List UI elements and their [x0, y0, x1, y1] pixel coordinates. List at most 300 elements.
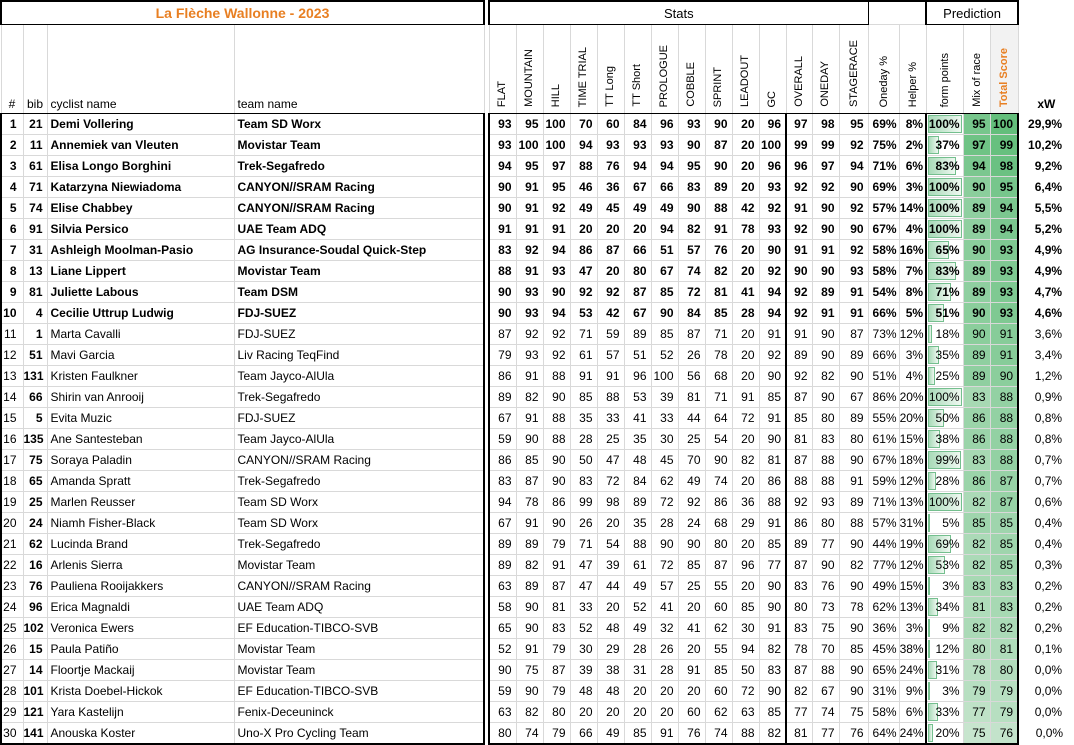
- cell-bib[interactable]: 5: [23, 408, 47, 429]
- cell-tt-long[interactable]: 87: [597, 240, 624, 261]
- cell-mountain[interactable]: 95: [516, 156, 543, 177]
- cell-helper-pct[interactable]: 12%: [899, 324, 926, 345]
- cell-flat[interactable]: 67: [489, 513, 516, 534]
- cell-team-name[interactable]: FDJ-SUEZ: [234, 303, 484, 324]
- cell-bib[interactable]: 131: [23, 366, 47, 387]
- cell-oneday[interactable]: 88: [812, 450, 839, 471]
- cell-rank[interactable]: 4: [1, 177, 23, 198]
- cell-xw[interactable]: 1,2%: [1034, 369, 1063, 383]
- cell-stagerace[interactable]: 90: [839, 534, 868, 555]
- cell-bib[interactable]: 14: [23, 660, 47, 681]
- cell-tt-long[interactable]: 25: [597, 429, 624, 450]
- col-header-tt-long[interactable]: [597, 25, 624, 114]
- cell-helper-pct[interactable]: 31%: [899, 513, 926, 534]
- cell-xw[interactable]: 0,8%: [1034, 411, 1063, 425]
- cell-time-trial[interactable]: 46: [570, 177, 597, 198]
- cell-rank[interactable]: 8: [1, 261, 23, 282]
- cell-rank[interactable]: 26: [1, 639, 23, 660]
- cell-prologue[interactable]: 100: [651, 366, 678, 387]
- cell-xw[interactable]: 4,7%: [1034, 285, 1063, 299]
- cell-team-name[interactable]: EF Education-TIBCO-SVB: [234, 618, 484, 639]
- cell-oneday-pct[interactable]: 45%: [868, 639, 899, 660]
- cell-xw[interactable]: 0,0%: [1034, 684, 1063, 698]
- cell-total-score[interactable]: 93: [990, 240, 1018, 261]
- cell-mountain[interactable]: 91: [516, 261, 543, 282]
- cell-team-name[interactable]: Trek-Segafredo: [234, 471, 484, 492]
- cell-gc[interactable]: 92: [759, 198, 786, 219]
- cell-leadout[interactable]: 30: [732, 618, 759, 639]
- cell-stagerace[interactable]: 67: [839, 387, 868, 408]
- cell-rank[interactable]: 18: [1, 471, 23, 492]
- cell-form-points[interactable]: [926, 534, 963, 555]
- cell-mountain[interactable]: 89: [516, 534, 543, 555]
- cell-team-name[interactable]: Trek-Segafredo: [234, 387, 484, 408]
- cell-oneday[interactable]: 90: [812, 261, 839, 282]
- cell-mix-of-race[interactable]: 82: [963, 618, 990, 639]
- cell-cyclist-name[interactable]: Shirin van Anrooij: [47, 387, 234, 408]
- cell-sprint[interactable]: 80: [705, 534, 732, 555]
- cell-stagerace[interactable]: 89: [839, 492, 868, 513]
- cell-oneday-pct[interactable]: 49%: [868, 576, 899, 597]
- cell-stagerace[interactable]: 94: [839, 156, 868, 177]
- cell-tt-long[interactable]: 60: [597, 114, 624, 135]
- cell-tt-long[interactable]: 44: [597, 576, 624, 597]
- cell-prologue[interactable]: 85: [651, 282, 678, 303]
- cell-leadout[interactable]: 94: [732, 639, 759, 660]
- cell-tt-short[interactable]: 49: [624, 198, 651, 219]
- cell-hill[interactable]: 80: [543, 702, 570, 723]
- cell-bib[interactable]: 96: [23, 597, 47, 618]
- cell-xw[interactable]: 5,5%: [1034, 201, 1063, 215]
- cell-mix-of-race[interactable]: 90: [963, 177, 990, 198]
- col-header-team-name[interactable]: team name: [234, 25, 484, 114]
- cell-rank[interactable]: 7: [1, 240, 23, 261]
- cell-stagerace[interactable]: 90: [839, 177, 868, 198]
- cell-tt-short[interactable]: 41: [624, 408, 651, 429]
- cell-flat[interactable]: 93: [489, 114, 516, 135]
- cell-team-name[interactable]: CANYON//SRAM Racing: [234, 576, 484, 597]
- cell-total-score[interactable]: 88: [990, 387, 1018, 408]
- cell-oneday-pct[interactable]: 58%: [868, 261, 899, 282]
- cell-time-trial[interactable]: 39: [570, 660, 597, 681]
- cell-stagerace[interactable]: 90: [839, 618, 868, 639]
- cell-xw[interactable]: 0,9%: [1034, 390, 1063, 404]
- cell-mix-of-race[interactable]: 90: [963, 303, 990, 324]
- cell-oneday-pct[interactable]: 57%: [868, 513, 899, 534]
- cell-overall[interactable]: 83: [786, 618, 812, 639]
- cell-stagerace[interactable]: 90: [839, 366, 868, 387]
- cell-flat[interactable]: 90: [489, 660, 516, 681]
- cell-oneday-pct[interactable]: 86%: [868, 387, 899, 408]
- cell-total-score[interactable]: 99: [990, 135, 1018, 156]
- cell-helper-pct[interactable]: 24%: [899, 723, 926, 745]
- cell-cyclist-name[interactable]: Ashleigh Moolman-Pasio: [47, 240, 234, 261]
- cell-mix-of-race[interactable]: 90: [963, 324, 990, 345]
- cell-mix-of-race[interactable]: 78: [963, 660, 990, 681]
- cell-team-name[interactable]: UAE Team ADQ: [234, 219, 484, 240]
- cell-helper-pct[interactable]: 8%: [899, 282, 926, 303]
- cell-leadout[interactable]: 28: [732, 303, 759, 324]
- race-title[interactable]: La Flèche Wallonne - 2023: [1, 1, 484, 25]
- cell-helper-pct[interactable]: 15%: [899, 429, 926, 450]
- cell-helper-pct[interactable]: 5%: [899, 303, 926, 324]
- cell-cyclist-name[interactable]: Paula Patiño: [47, 639, 234, 660]
- cell-leadout[interactable]: 29: [732, 513, 759, 534]
- cell-rank[interactable]: 23: [1, 576, 23, 597]
- cell-xw[interactable]: 0,2%: [1034, 621, 1063, 635]
- cell-mix-of-race[interactable]: 80: [963, 639, 990, 660]
- cell-flat[interactable]: 83: [489, 471, 516, 492]
- cell-mountain[interactable]: 91: [516, 408, 543, 429]
- cell-gc[interactable]: 90: [759, 366, 786, 387]
- cell-team-name[interactable]: Trek-Segafredo: [234, 156, 484, 177]
- cell-helper-pct[interactable]: 7%: [899, 261, 926, 282]
- cell-oneday-pct[interactable]: 75%: [868, 135, 899, 156]
- cell-hill[interactable]: 88: [543, 429, 570, 450]
- cell-tt-short[interactable]: 52: [624, 597, 651, 618]
- cell-oneday[interactable]: 90: [812, 555, 839, 576]
- cell-oneday-pct[interactable]: 69%: [868, 177, 899, 198]
- cell-oneday[interactable]: 91: [812, 240, 839, 261]
- cell-team-name[interactable]: CANYON//SRAM Racing: [234, 177, 484, 198]
- cell-oneday[interactable]: 80: [812, 513, 839, 534]
- cell-prologue[interactable]: 28: [651, 513, 678, 534]
- cell-rank[interactable]: 17: [1, 450, 23, 471]
- cell-tt-short[interactable]: 66: [624, 240, 651, 261]
- cell-tt-long[interactable]: 33: [597, 408, 624, 429]
- cell-rank[interactable]: 10: [1, 303, 23, 324]
- cell-flat[interactable]: 88: [489, 261, 516, 282]
- cell-time-trial[interactable]: 85: [570, 387, 597, 408]
- cell-tt-short[interactable]: 67: [624, 303, 651, 324]
- cell-form-points[interactable]: [926, 723, 963, 745]
- cell-team-name[interactable]: Team SD Worx: [234, 492, 484, 513]
- col-header-bib[interactable]: bib: [23, 25, 47, 114]
- col-header-mountain[interactable]: [516, 25, 543, 114]
- cell-oneday[interactable]: 99: [812, 135, 839, 156]
- cell-flat[interactable]: 80: [489, 723, 516, 745]
- cell-cobble[interactable]: 83: [678, 177, 705, 198]
- cell-team-name[interactable]: FDJ-SUEZ: [234, 324, 484, 345]
- cell-team-name[interactable]: Liv Racing TeqFind: [234, 345, 484, 366]
- cell-tt-long[interactable]: 20: [597, 513, 624, 534]
- cell-time-trial[interactable]: 88: [570, 156, 597, 177]
- cell-prologue[interactable]: 39: [651, 387, 678, 408]
- cell-total-score[interactable]: 91: [990, 345, 1018, 366]
- col-header-sprint[interactable]: [705, 25, 732, 114]
- col-header-xw[interactable]: xW: [1037, 96, 1056, 111]
- cell-gc[interactable]: 90: [759, 240, 786, 261]
- cell-flat[interactable]: 63: [489, 576, 516, 597]
- cell-gc[interactable]: 91: [759, 618, 786, 639]
- cell-hill[interactable]: 100: [543, 135, 570, 156]
- cell-team-name[interactable]: FDJ-SUEZ: [234, 408, 484, 429]
- cell-rank[interactable]: 1: [1, 114, 23, 135]
- cell-overall[interactable]: 81: [786, 723, 812, 745]
- cell-tt-long[interactable]: 49: [597, 723, 624, 745]
- cell-bib[interactable]: 15: [23, 639, 47, 660]
- cell-total-score[interactable]: 100: [990, 114, 1018, 135]
- cell-prologue[interactable]: 57: [651, 576, 678, 597]
- cell-bib[interactable]: 75: [23, 450, 47, 471]
- cell-hill[interactable]: 90: [543, 387, 570, 408]
- cell-oneday-pct[interactable]: 61%: [868, 429, 899, 450]
- cell-prologue[interactable]: 96: [651, 114, 678, 135]
- cell-time-trial[interactable]: 47: [570, 555, 597, 576]
- cell-tt-short[interactable]: 96: [624, 366, 651, 387]
- cell-prologue[interactable]: 28: [651, 660, 678, 681]
- cell-cobble[interactable]: 20: [678, 681, 705, 702]
- cell-hill[interactable]: 91: [543, 555, 570, 576]
- cell-cobble[interactable]: 24: [678, 513, 705, 534]
- cell-mix-of-race[interactable]: 89: [963, 345, 990, 366]
- cell-form-points[interactable]: [926, 219, 963, 240]
- cell-leadout[interactable]: 50: [732, 660, 759, 681]
- cell-leadout[interactable]: 20: [732, 366, 759, 387]
- cell-form-points[interactable]: [926, 597, 963, 618]
- cell-sprint[interactable]: 87: [705, 555, 732, 576]
- cell-overall[interactable]: 87: [786, 450, 812, 471]
- cell-tt-long[interactable]: 42: [597, 303, 624, 324]
- cell-oneday-pct[interactable]: 58%: [868, 702, 899, 723]
- cell-prologue[interactable]: 90: [651, 534, 678, 555]
- cell-sprint[interactable]: 90: [705, 450, 732, 471]
- cell-time-trial[interactable]: 30: [570, 639, 597, 660]
- cell-oneday-pct[interactable]: 67%: [868, 219, 899, 240]
- col-header-time-trial[interactable]: [570, 25, 597, 114]
- cell-rank[interactable]: 13: [1, 366, 23, 387]
- cell-flat[interactable]: 59: [489, 681, 516, 702]
- cell-cyclist-name[interactable]: Ane Santesteban: [47, 429, 234, 450]
- cell-oneday-pct[interactable]: 71%: [868, 156, 899, 177]
- cell-flat[interactable]: 90: [489, 282, 516, 303]
- cell-tt-short[interactable]: 31: [624, 660, 651, 681]
- cell-oneday-pct[interactable]: 44%: [868, 534, 899, 555]
- cell-prologue[interactable]: 67: [651, 261, 678, 282]
- cell-oneday[interactable]: 89: [812, 282, 839, 303]
- cell-bib[interactable]: 91: [23, 219, 47, 240]
- cell-bib[interactable]: 76: [23, 576, 47, 597]
- cell-cobble[interactable]: 57: [678, 240, 705, 261]
- cell-stagerace[interactable]: 90: [839, 219, 868, 240]
- cell-total-score[interactable]: 93: [990, 261, 1018, 282]
- cell-mix-of-race[interactable]: 85: [963, 513, 990, 534]
- cell-xw[interactable]: 0,1%: [1034, 642, 1063, 656]
- cell-helper-pct[interactable]: 2%: [899, 135, 926, 156]
- cell-flat[interactable]: 94: [489, 156, 516, 177]
- cell-xw[interactable]: 0,6%: [1034, 495, 1063, 509]
- cell-time-trial[interactable]: 26: [570, 513, 597, 534]
- cell-mix-of-race[interactable]: 81: [963, 597, 990, 618]
- cell-mix-of-race[interactable]: 90: [963, 240, 990, 261]
- cell-tt-short[interactable]: 89: [624, 492, 651, 513]
- cell-gc[interactable]: 90: [759, 681, 786, 702]
- col-header-flat[interactable]: [489, 25, 516, 114]
- col-header-hill[interactable]: [543, 25, 570, 114]
- cell-form-points[interactable]: [926, 261, 963, 282]
- cell-cobble[interactable]: 20: [678, 597, 705, 618]
- col-header-tt-short[interactable]: [624, 25, 651, 114]
- col-header-cobble[interactable]: [678, 25, 705, 114]
- cell-leadout[interactable]: 20: [732, 576, 759, 597]
- cell-xw[interactable]: 0,3%: [1034, 558, 1063, 572]
- cell-form-points[interactable]: [926, 135, 963, 156]
- cell-oneday-pct[interactable]: 55%: [868, 408, 899, 429]
- cell-overall[interactable]: 87: [786, 387, 812, 408]
- cell-sprint[interactable]: 74: [705, 723, 732, 745]
- cell-gc[interactable]: 94: [759, 303, 786, 324]
- cell-stagerace[interactable]: 90: [839, 576, 868, 597]
- cell-mountain[interactable]: 82: [516, 555, 543, 576]
- cell-time-trial[interactable]: 52: [570, 618, 597, 639]
- cell-xw[interactable]: 0,2%: [1034, 600, 1063, 614]
- cell-mix-of-race[interactable]: 82: [963, 555, 990, 576]
- cell-stagerace[interactable]: 90: [839, 660, 868, 681]
- cell-gc[interactable]: 90: [759, 429, 786, 450]
- cell-oneday[interactable]: 75: [812, 618, 839, 639]
- cell-gc[interactable]: 100: [759, 135, 786, 156]
- cell-flat[interactable]: 93: [489, 135, 516, 156]
- cell-rank[interactable]: 3: [1, 156, 23, 177]
- cell-overall[interactable]: 87: [786, 660, 812, 681]
- cell-form-points[interactable]: [926, 366, 963, 387]
- cell-tt-long[interactable]: 76: [597, 156, 624, 177]
- cell-tt-short[interactable]: 35: [624, 513, 651, 534]
- cell-oneday-pct[interactable]: 67%: [868, 450, 899, 471]
- cell-gc[interactable]: 92: [759, 261, 786, 282]
- cell-leadout[interactable]: 20: [732, 156, 759, 177]
- cell-helper-pct[interactable]: 18%: [899, 450, 926, 471]
- cell-total-score[interactable]: 83: [990, 576, 1018, 597]
- cell-flat[interactable]: 79: [489, 345, 516, 366]
- cell-helper-pct[interactable]: 6%: [899, 702, 926, 723]
- cell-form-points[interactable]: [926, 429, 963, 450]
- cell-sprint[interactable]: 91: [705, 219, 732, 240]
- cell-mountain[interactable]: 87: [516, 471, 543, 492]
- cell-team-name[interactable]: Movistar Team: [234, 660, 484, 681]
- cell-helper-pct[interactable]: 8%: [899, 114, 926, 135]
- cell-cyclist-name[interactable]: Juliette Labous: [47, 282, 234, 303]
- cell-cyclist-name[interactable]: Katarzyna Niewiadoma: [47, 177, 234, 198]
- cell-overall[interactable]: 92: [786, 492, 812, 513]
- cell-tt-long[interactable]: 29: [597, 639, 624, 660]
- col-header-mix-of-race[interactable]: [963, 25, 990, 114]
- cell-mix-of-race[interactable]: 95: [963, 114, 990, 135]
- cell-rank[interactable]: 28: [1, 681, 23, 702]
- cell-oneday-pct[interactable]: 59%: [868, 471, 899, 492]
- cell-overall[interactable]: 89: [786, 534, 812, 555]
- cell-sprint[interactable]: 90: [705, 114, 732, 135]
- cell-cobble[interactable]: 76: [678, 723, 705, 745]
- cell-sprint[interactable]: 82: [705, 261, 732, 282]
- cell-mountain[interactable]: 85: [516, 450, 543, 471]
- cell-oneday[interactable]: 80: [812, 408, 839, 429]
- cell-mix-of-race[interactable]: 89: [963, 198, 990, 219]
- cell-rank[interactable]: 5: [1, 198, 23, 219]
- cell-cobble[interactable]: 87: [678, 324, 705, 345]
- cell-mountain[interactable]: 93: [516, 303, 543, 324]
- cell-total-score[interactable]: 82: [990, 618, 1018, 639]
- cell-prologue[interactable]: 72: [651, 555, 678, 576]
- col-header-overall[interactable]: [786, 25, 812, 114]
- cell-xw[interactable]: 4,9%: [1034, 264, 1063, 278]
- cell-helper-pct[interactable]: 20%: [899, 387, 926, 408]
- cell-sprint[interactable]: 87: [705, 135, 732, 156]
- cell-cobble[interactable]: 95: [678, 156, 705, 177]
- cell-hill[interactable]: 87: [543, 576, 570, 597]
- col-header-helper-pct[interactable]: [899, 25, 926, 114]
- cell-leadout[interactable]: 20: [732, 429, 759, 450]
- cell-gc[interactable]: 85: [759, 387, 786, 408]
- cell-bib[interactable]: 135: [23, 429, 47, 450]
- cell-helper-pct[interactable]: 13%: [899, 492, 926, 513]
- cell-oneday-pct[interactable]: 57%: [868, 198, 899, 219]
- cell-oneday-pct[interactable]: 64%: [868, 723, 899, 745]
- cell-bib[interactable]: 74: [23, 198, 47, 219]
- cell-sprint[interactable]: 76: [705, 240, 732, 261]
- cell-leadout[interactable]: 85: [732, 597, 759, 618]
- cell-mix-of-race[interactable]: 83: [963, 450, 990, 471]
- cell-prologue[interactable]: 94: [651, 219, 678, 240]
- cell-cobble[interactable]: 90: [678, 135, 705, 156]
- cell-tt-long[interactable]: 59: [597, 324, 624, 345]
- cell-gc[interactable]: 85: [759, 534, 786, 555]
- cell-sprint[interactable]: 90: [705, 156, 732, 177]
- cell-flat[interactable]: 86: [489, 366, 516, 387]
- cell-total-score[interactable]: 79: [990, 702, 1018, 723]
- cell-rank[interactable]: 12: [1, 345, 23, 366]
- cell-cobble[interactable]: 72: [678, 282, 705, 303]
- cell-helper-pct[interactable]: 4%: [899, 366, 926, 387]
- cell-tt-long[interactable]: 20: [597, 597, 624, 618]
- cell-tt-short[interactable]: 84: [624, 471, 651, 492]
- cell-helper-pct[interactable]: 12%: [899, 471, 926, 492]
- cell-cobble[interactable]: 81: [678, 387, 705, 408]
- cell-tt-long[interactable]: 47: [597, 450, 624, 471]
- cell-flat[interactable]: 90: [489, 177, 516, 198]
- cell-time-trial[interactable]: 92: [570, 282, 597, 303]
- cell-time-trial[interactable]: 50: [570, 450, 597, 471]
- cell-oneday[interactable]: 74: [812, 702, 839, 723]
- cell-team-name[interactable]: Movistar Team: [234, 555, 484, 576]
- cell-sprint[interactable]: 68: [705, 513, 732, 534]
- stats-group-header[interactable]: Stats: [489, 1, 868, 25]
- cell-leadout[interactable]: 63: [732, 702, 759, 723]
- cell-flat[interactable]: 52: [489, 639, 516, 660]
- cell-rank[interactable]: 27: [1, 660, 23, 681]
- cell-prologue[interactable]: 33: [651, 408, 678, 429]
- cell-form-points[interactable]: [926, 555, 963, 576]
- cell-rank[interactable]: 22: [1, 555, 23, 576]
- cell-form-points[interactable]: [926, 513, 963, 534]
- cell-total-score[interactable]: 79: [990, 681, 1018, 702]
- cell-oneday[interactable]: 92: [812, 177, 839, 198]
- cell-helper-pct[interactable]: 9%: [899, 681, 926, 702]
- cell-mountain[interactable]: 89: [516, 576, 543, 597]
- cell-prologue[interactable]: 85: [651, 324, 678, 345]
- cell-form-points[interactable]: [926, 639, 963, 660]
- cell-tt-long[interactable]: 57: [597, 345, 624, 366]
- cell-leadout[interactable]: 42: [732, 198, 759, 219]
- cell-hill[interactable]: 92: [543, 324, 570, 345]
- cell-oneday-pct[interactable]: 51%: [868, 366, 899, 387]
- cell-cyclist-name[interactable]: Demi Vollering: [47, 114, 234, 135]
- cell-oneday-pct[interactable]: 65%: [868, 660, 899, 681]
- cell-rank[interactable]: 19: [1, 492, 23, 513]
- cell-team-name[interactable]: Team SD Worx: [234, 513, 484, 534]
- cell-gc[interactable]: 90: [759, 576, 786, 597]
- cell-cyclist-name[interactable]: Floortje Mackaij: [47, 660, 234, 681]
